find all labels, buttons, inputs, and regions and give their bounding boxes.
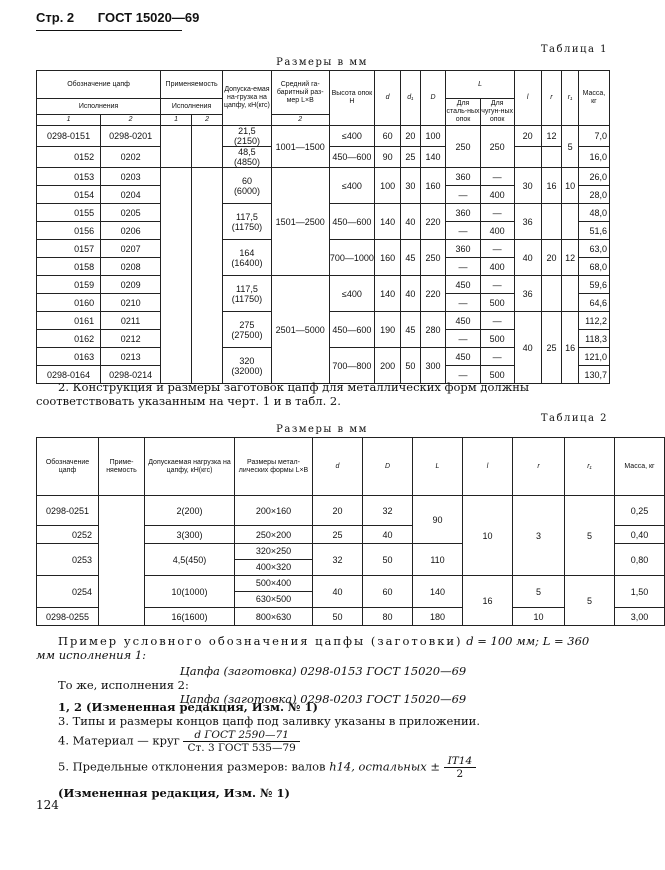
t1-cell: 250 [480, 126, 514, 168]
t1-cell: — [446, 186, 480, 204]
t2-cell: 16(1600) [145, 608, 235, 626]
t1-cell: 100 [420, 126, 446, 147]
t1-cell: 0210 [101, 294, 161, 312]
t2-cell: 140 [413, 576, 463, 608]
t1-h-d: d [375, 71, 401, 126]
t2-cell: 800×630 [235, 608, 313, 626]
t2-h-d: d [313, 438, 363, 496]
t1-cell: 20 [401, 126, 421, 147]
t1-cell: 160 [375, 240, 401, 276]
page-label: Стр. 2 [36, 10, 75, 25]
page-number: 124 [36, 798, 59, 812]
t1-cell: 7,0 [578, 126, 609, 147]
t1-cell: 16 [541, 168, 562, 204]
t2-cell: 1,50 [615, 576, 665, 608]
t1-cell: 36 [514, 204, 541, 240]
t1-cell: 0158 [37, 258, 101, 276]
t1-cell: 0204 [101, 186, 161, 204]
t1-cell [562, 276, 579, 312]
t1-cell: 60 [375, 126, 401, 147]
t1-h-height: Высота опок H [329, 71, 375, 126]
t2-h-load: Допускаемая нагрузка на цапфу, кН(кгс) [145, 438, 235, 496]
t1-cell: 0160 [37, 294, 101, 312]
example-line2: Цапфа (заготовка) 0298-0203 ГОСТ 15020—69 [179, 692, 467, 706]
t1-cell: 59,6 [578, 276, 609, 294]
t1-h-r1: r₁ [562, 71, 579, 126]
t1-cell: 400 [480, 222, 514, 240]
t1-applic-cell [192, 168, 223, 384]
t2-h-r: r [513, 438, 565, 496]
t2-cell: 20 [313, 496, 363, 526]
t1-cell: — [446, 258, 480, 276]
t2-cell: 60 [363, 576, 413, 608]
t1-h-l: l [514, 71, 541, 126]
t1-cell: 26,0 [578, 168, 609, 186]
t2-cell: 5 [565, 496, 615, 576]
t1-cell: 20 [514, 126, 541, 147]
t1-h-applic-var2: 2 [192, 115, 223, 126]
paragraph-5 [58, 755, 476, 780]
t2-cell: 5 [565, 576, 615, 626]
t1-cell: 51,6 [578, 222, 609, 240]
t1-h-L: L [446, 71, 514, 99]
t2-cell: 5 [513, 576, 565, 608]
t1-size-cell: 1001—1500 [271, 126, 329, 168]
t1-cell: — [446, 366, 480, 384]
t1-cell: 450 [446, 276, 480, 294]
t1-cell: 360 [446, 168, 480, 186]
t2-cell: 3 [513, 496, 565, 576]
t1-cell: — [446, 294, 480, 312]
t1-cell: 0209 [101, 276, 161, 294]
t1-cell: 0156 [37, 222, 101, 240]
t1-cell: ≤400 [329, 126, 375, 147]
t2-cell: 40 [363, 526, 413, 544]
table1-caption: Таблица 1 [540, 44, 608, 55]
t1-h-d1: d₁ [401, 71, 421, 126]
t1-cell: — [446, 222, 480, 240]
t1-cell: ≤400 [329, 168, 375, 204]
t2-cell: 25 [313, 526, 363, 544]
t2-cell: 200×160 [235, 496, 313, 526]
table-row [37, 168, 610, 186]
para4-label: 4. Материал — круг [58, 733, 180, 748]
t1-load-cell: 60 (6000) [223, 168, 272, 204]
t1-load-cell: 117,5 (11750) [223, 204, 272, 240]
t2-size-cell: 320×250 400×320 [235, 544, 313, 576]
t1-cell: 450 [446, 348, 480, 366]
t2-h-size: Размеры метал-лических формы L×B [235, 438, 313, 496]
t1-cell [514, 147, 541, 168]
t2-cell: 0298-0251 [37, 496, 99, 526]
t1-cell: — [480, 276, 514, 294]
t1-cell: 112,2 [578, 312, 609, 330]
t1-cell: 25 [541, 312, 562, 384]
t1-h-applic-variants: Исполнения [161, 99, 223, 115]
t1-cell: 130,7 [578, 366, 609, 384]
table-row [37, 496, 665, 526]
t1-cell: 100 [375, 168, 401, 204]
t2-cell: 32 [313, 544, 363, 576]
t2-cell: 0252 [37, 526, 99, 544]
t1-cell: 450—600 [329, 204, 375, 240]
t1-h-designation: Обозначение цапф [37, 71, 161, 99]
t1-cell: 220 [420, 204, 446, 240]
t2-h-l: l [463, 438, 513, 496]
t2-h-designation: Обозначение цапф [37, 438, 99, 496]
t1-cell: 28,0 [578, 186, 609, 204]
t1-cell [562, 204, 579, 240]
t1-h-size-col: 2 [271, 115, 329, 126]
t2-cell: 10 [513, 608, 565, 626]
t1-h-load: Допуска-емая на-грузка на цапфу, кН(кгс) [223, 71, 272, 126]
t1-cell: 12 [541, 126, 562, 147]
t1-cell: 0213 [101, 348, 161, 366]
t1-cell: 220 [420, 276, 446, 312]
standard-code: ГОСТ 15020—69 [97, 10, 200, 25]
table2-caption: Таблица 2 [540, 413, 608, 424]
t2-h-mass: Масса, кг [615, 438, 665, 496]
t1-cell: 140 [375, 204, 401, 240]
t1-cell: 250 [420, 240, 446, 276]
t1-cell: 500 [480, 330, 514, 348]
t1-cell [541, 147, 562, 168]
t1-applic-cell [161, 168, 192, 384]
t2-applic-cell [99, 496, 145, 626]
t1-h-variants: Исполнения [37, 99, 161, 115]
paragraph-3: 3. Типы и размеры концов цапф под заливку указаны в приложении. [58, 714, 480, 728]
t1-h-D: D [420, 71, 446, 126]
table-row [37, 126, 610, 147]
t1-h-var2: 2 [101, 115, 161, 126]
t1-cell: 700—800 [329, 348, 375, 384]
t1-cell: — [480, 168, 514, 186]
t2-cell: 16 [463, 576, 513, 626]
t1-cell: 25 [401, 147, 421, 168]
t1-cell: 500 [480, 294, 514, 312]
t1-cell: 118,3 [578, 330, 609, 348]
t1-cell: 0202 [101, 147, 161, 168]
t1-cell: 16,0 [578, 147, 609, 168]
t2-h-D: D [363, 438, 413, 496]
t1-cell: 0154 [37, 186, 101, 204]
t1-cell [541, 276, 562, 312]
t1-cell: 50 [401, 348, 421, 384]
t1-cell: 700—1000 [329, 240, 375, 276]
t1-cell: 0162 [37, 330, 101, 348]
t1-applic-cell [161, 126, 192, 168]
t1-cell: 0208 [101, 258, 161, 276]
t2-cell: 90 [413, 496, 463, 544]
t1-h-iron: Для чугун-ных опок [480, 99, 514, 126]
t1-cell: 45 [401, 240, 421, 276]
t1-cell: — [480, 348, 514, 366]
edit-note-2: (Измененная редакция, Изм. № 1) [58, 786, 290, 800]
t1-applic-cell [192, 126, 223, 168]
t2-cell: 0253 [37, 544, 99, 576]
t2-cell: 3,00 [615, 608, 665, 626]
t2-cell: 0,80 [615, 544, 665, 576]
t1-load-cell: 320 (32000) [223, 348, 272, 384]
t1-cell: 20 [541, 240, 562, 276]
t1-cell: 400 [480, 258, 514, 276]
t1-cell: 10 [562, 168, 579, 204]
t1-cell: 0203 [101, 168, 161, 186]
t1-cell: 300 [420, 348, 446, 384]
t1-cell: 40 [401, 276, 421, 312]
t1-cell: 63,0 [578, 240, 609, 258]
t2-cell: 0254 [37, 576, 99, 608]
t1-cell: 0152 [37, 147, 101, 168]
t2-cell: 0,25 [615, 496, 665, 526]
t1-load-cell: 117,5 (11750) [223, 276, 272, 312]
t1-cell: 280 [420, 312, 446, 348]
t2-cell: 110 [413, 544, 463, 576]
t1-cell: 0298-0201 [101, 126, 161, 147]
t1-cell: 0159 [37, 276, 101, 294]
t2-h-applic: Приме-няемость [99, 438, 145, 496]
t1-cell: 48,0 [578, 204, 609, 222]
t2-cell: 3(300) [145, 526, 235, 544]
example-line1: Цапфа (заготовка) 0298-0153 ГОСТ 15020—69 [179, 664, 467, 678]
t2-cell: 2(200) [145, 496, 235, 526]
t2-cell: 180 [413, 608, 463, 626]
t1-cell: 0161 [37, 312, 101, 330]
material-fraction: $\frac{\text{d ГОСТ 2590—71}}{\text{Ст. 3 ГОСТ 535—79}}$ [183, 729, 299, 754]
t1-cell: 40 [514, 240, 541, 276]
table2 [36, 437, 665, 626]
t1-h-applicability: Применяемость [161, 71, 223, 99]
t2-size-cell: 500×400 630×500 [235, 576, 313, 608]
t1-cell: 160 [420, 168, 446, 204]
page-header [36, 10, 219, 25]
t1-cell: 500 [480, 366, 514, 384]
t2-cell: 80 [363, 608, 413, 626]
t2-cell: 0,40 [615, 526, 665, 544]
t1-cell: 0205 [101, 204, 161, 222]
t2-cell: 40 [313, 576, 363, 608]
t1-cell: — [480, 240, 514, 258]
t1-cell: 0157 [37, 240, 101, 258]
t1-cell: 200 [375, 348, 401, 384]
paragraph-2: 2. Конструкция и размеры заготовок цапф для металлических форм должны соответствовать указанным на черт. 1 и в табл. 2. [36, 380, 530, 408]
t1-cell: 36 [514, 276, 541, 312]
example-same: То же, исполнения 2: [58, 678, 189, 692]
t1-cell: 0155 [37, 204, 101, 222]
t1-h-size: Средний га-баритный раз-мер L×B [271, 71, 329, 115]
t1-cell: 16 [562, 312, 579, 384]
t1-cell: 30 [401, 168, 421, 204]
t2-cell: 32 [363, 496, 413, 526]
t1-cell: 140 [420, 147, 446, 168]
t1-cell: 0212 [101, 330, 161, 348]
para5-h14: h14, остальных ± [329, 759, 440, 774]
para5-label: 5. Предельные отклонения размеров: валов [58, 759, 326, 774]
t1-cell: 0211 [101, 312, 161, 330]
t2-cell: 50 [363, 544, 413, 576]
t2-cell: 250×200 [235, 526, 313, 544]
t1-load-cell: 275 (27500) [223, 312, 272, 348]
t1-h-r: r [541, 71, 562, 126]
t1-size-cell: 1501—2500 [271, 168, 329, 276]
t1-cell: 40 [514, 312, 541, 384]
t1-load-cell: 164 (16400) [223, 240, 272, 276]
t1-load-cell: 48,5 (4850) [223, 147, 272, 168]
t1-cell: 400 [480, 186, 514, 204]
t2-h-r1: r₁ [565, 438, 615, 496]
t2-cell: 50 [313, 608, 363, 626]
t1-cell: — [480, 204, 514, 222]
t1-cell: 190 [375, 312, 401, 348]
table1 [36, 70, 610, 384]
example-intro: Пример условного обозначения цапфы (заготовки) [58, 634, 463, 648]
t1-cell: 121,0 [578, 348, 609, 366]
example-block [36, 634, 610, 706]
t1-h-applic-var1: 1 [161, 115, 192, 126]
header-rule [36, 30, 182, 31]
t2-cell: 10 [463, 496, 513, 576]
t1-cell: 0298-0214 [101, 366, 161, 384]
paragraph-4 [58, 729, 300, 754]
edit-note-1: 1, 2 (Измененная редакция, Изм. № 1) [58, 700, 318, 714]
t1-cell: 40 [401, 204, 421, 240]
t1-cell: 90 [375, 147, 401, 168]
t1-h-mass: Масса, кг [578, 71, 609, 126]
t1-h-var1: 1 [37, 115, 101, 126]
t1-cell: 64,6 [578, 294, 609, 312]
t1-cell: 0206 [101, 222, 161, 240]
t2-cell: 4,5(450) [145, 544, 235, 576]
table-row [37, 276, 610, 294]
t1-cell: 360 [446, 204, 480, 222]
t1-cell: 0153 [37, 168, 101, 186]
t1-size-cell: 2501—5000 [271, 276, 329, 384]
tolerance-fraction: $\frac{IT14}{2}$ [444, 755, 477, 780]
t2-cell: 10(1000) [145, 576, 235, 608]
t1-cell: 140 [375, 276, 401, 312]
t1-cell: 450 [446, 312, 480, 330]
t1-cell: 0207 [101, 240, 161, 258]
t1-cell: 5 [562, 126, 579, 168]
t1-cell: 450—600 [329, 312, 375, 348]
t1-cell: 68,0 [578, 258, 609, 276]
t1-cell: 12 [562, 240, 579, 276]
t2-cell: 0298-0255 [37, 608, 99, 626]
t1-cell: 0163 [37, 348, 101, 366]
t1-cell: — [446, 330, 480, 348]
t1-cell [541, 204, 562, 240]
t2-h-L: L [413, 438, 463, 496]
t1-h-steel: Для сталь-ных опок [446, 99, 480, 126]
t1-cell: 250 [446, 126, 480, 168]
t1-cell: 45 [401, 312, 421, 348]
t1-cell: 0298-0164 [37, 366, 101, 384]
t1-cell: 450—600 [329, 147, 375, 168]
t1-cell: 360 [446, 240, 480, 258]
t1-cell: 0298-0151 [37, 126, 101, 147]
table2-units: Размеры в мм [276, 424, 368, 435]
table1-units: Размеры в мм [276, 57, 368, 68]
t1-cell: 30 [514, 168, 541, 204]
example-params: d = 100 мм; L = 360 мм исполнения 1: [36, 634, 590, 662]
t1-cell: — [480, 312, 514, 330]
t1-cell: ≤400 [329, 276, 375, 312]
t1-load-cell: 21,5 (2150) [223, 126, 272, 147]
